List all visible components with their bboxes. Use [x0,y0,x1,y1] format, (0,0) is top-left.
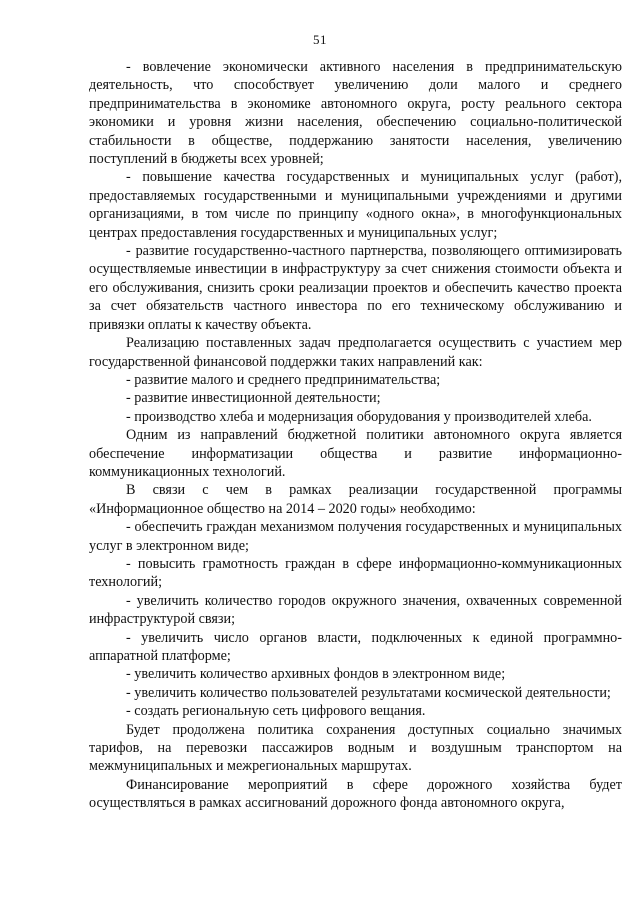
paragraph: - увеличить количество архивных фондов в электронном виде; [126,666,506,683]
paragraph: В связи с чем в рамках реализации государственной программы «Информационное общество на 2014 – 2020 годы» необходимо: [89,482,622,517]
paragraph: Финансирование мероприятий в сфере дорожного хозяйства будет осуществляться в рамках ассигнований дорожного фонда автономного округа, [89,776,622,812]
paragraph: - увеличить количество пользователей результатами космической деятельности; [126,684,611,701]
paragraph: - развитие малого и среднего предпринимательства; [126,371,441,388]
paragraph: - повысить грамотность граждан в сфере информационно-коммуникационных технологий; [89,555,622,591]
paragraph: Будет продолжена политика сохранения доступных социально значимых тарифов, на перевозки пассажиров водным и воздушным транспортом на межмуниципальных и межрегиональных маршрутах. [89,721,622,775]
paragraph: - увеличить число органов власти, подключенных к единой программно-аппаратной платформе; [89,629,622,664]
document-body [89,58,622,813]
paragraph: - вовлечение экономически активного населения в предпринимательскую деятельность, что способствует увеличению доли малого и среднего предпринимательства в экономике автономного округа, росту реального сектора экономики и уровня жизни населения, обеспечению социально-политической стабильности в обществе, поддержанию занятости населения, увеличению поступлений в бюджеты всех уровней; [89,59,622,168]
paragraph: - развитие государственно-частного партнерства, позволяющего оптимизировать осуществляемые инвестиции в инфраструктуру за счет снижения стоимости объекта и его обслуживания, снизить сроки реализации проектов и обеспечить качество проекта за счет обязательств частного инвестора по его техническому обслуживанию и привязки оплаты к качеству объекта. [89,243,622,333]
paragraph: - повышение качества государственных и муниципальных услуг (работ), предоставляемых государственными и муниципальными учреждениями и другими организациями, в том числе по принципу «одного окна», в многофункциональных центрах предоставления государственных и муниципальных услуг; [89,169,622,241]
paragraph: Реализацию поставленных задач предполагается осуществить с участием мер государственной финансовой поддержки таких направлений как: [89,335,622,370]
paragraph: - обеспечить граждан механизмом получения государственных и муниципальных услуг в электронном виде; [89,519,622,554]
paragraph: - развитие инвестиционной деятельности; [126,390,381,407]
page-number: 51 [313,32,327,47]
paragraph: - производство хлеба и модернизация оборудования у производителей хлеба. [126,408,592,425]
paragraph: - увеличить количество городов окружного значения, охваченных современной инфраструктурой связи; [89,592,622,628]
paragraph: Одним из направлений бюджетной политики автономного округа является обеспечение информатизации общества и развитие информационно-коммуникационных технологий. [89,427,622,480]
paragraph: - создать региональную сеть цифрового вещания. [126,703,426,720]
